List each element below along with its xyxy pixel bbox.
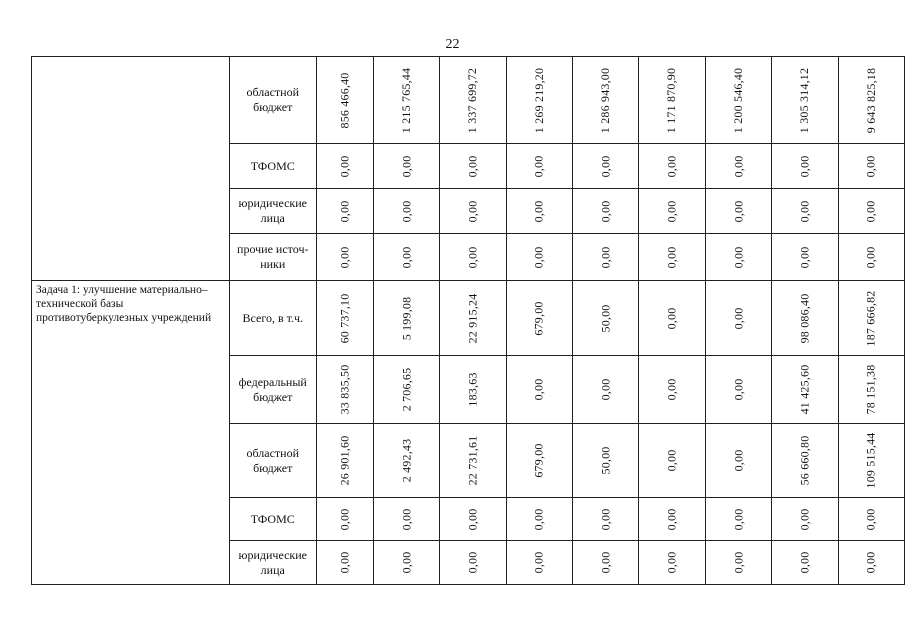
value-cell: 0,00	[572, 356, 638, 424]
value-cell: 0,00	[705, 144, 771, 189]
value-cell: 0,00	[838, 498, 904, 541]
value-cell: 0,00	[639, 189, 705, 234]
value-cell: 1 337 699,72	[440, 57, 506, 144]
value-cell: 0,00	[639, 541, 705, 585]
value-cell: 0,00	[572, 144, 638, 189]
value-cell: 0,00	[705, 498, 771, 541]
source-label: ТФОМС	[229, 498, 316, 541]
value-cell: 0,00	[772, 541, 838, 585]
value-cell: 0,00	[705, 541, 771, 585]
budget-table	[31, 56, 905, 585]
value-cell: 0,00	[316, 234, 373, 281]
value-cell: 60 737,10	[316, 281, 373, 356]
source-label: федеральный бюджет	[229, 356, 316, 424]
value-cell: 0,00	[705, 356, 771, 424]
value-cell: 0,00	[838, 234, 904, 281]
source-label: юридические лица	[229, 541, 316, 585]
value-cell: 0,00	[772, 144, 838, 189]
value-cell: 0,00	[639, 144, 705, 189]
value-cell: 50,00	[572, 424, 638, 498]
value-cell: 22 731,61	[440, 424, 506, 498]
value-cell: 183,63	[440, 356, 506, 424]
value-cell: 50,00	[572, 281, 638, 356]
value-cell: 0,00	[316, 541, 373, 585]
value-cell: 0,00	[639, 234, 705, 281]
value-cell: 0,00	[838, 144, 904, 189]
value-cell: 0,00	[440, 189, 506, 234]
previous-task-cell	[32, 57, 230, 281]
source-label: прочие источ-ники	[229, 234, 316, 281]
value-cell: 0,00	[440, 498, 506, 541]
value-cell: 0,00	[506, 144, 572, 189]
value-cell: 56 660,80	[772, 424, 838, 498]
source-label: Всего, в т.ч.	[229, 281, 316, 356]
value-cell: 0,00	[373, 541, 439, 585]
value-cell: 1 286 943,00	[572, 57, 638, 144]
value-cell: 0,00	[772, 189, 838, 234]
value-cell: 0,00	[506, 541, 572, 585]
value-cell: 0,00	[572, 234, 638, 281]
budget-table-body	[32, 57, 905, 585]
value-cell: 1 200 546,40	[705, 57, 771, 144]
value-cell: 0,00	[572, 498, 638, 541]
value-cell: 0,00	[705, 189, 771, 234]
value-cell: 0,00	[506, 189, 572, 234]
value-cell: 0,00	[440, 234, 506, 281]
value-cell: 0,00	[373, 498, 439, 541]
value-cell: 0,00	[705, 281, 771, 356]
value-cell: 1 269 219,20	[506, 57, 572, 144]
value-cell: 22 915,24	[440, 281, 506, 356]
value-cell: 0,00	[772, 498, 838, 541]
value-cell: 78 151,38	[838, 356, 904, 424]
value-cell: 2 492,43	[373, 424, 439, 498]
source-label: юридические лица	[229, 189, 316, 234]
value-cell: 0,00	[506, 356, 572, 424]
source-label: ТФОМС	[229, 144, 316, 189]
value-cell: 187 666,82	[838, 281, 904, 356]
value-cell: 0,00	[639, 498, 705, 541]
value-cell: 98 086,40	[772, 281, 838, 356]
value-cell: 0,00	[572, 189, 638, 234]
value-cell: 679,00	[506, 281, 572, 356]
value-cell: 0,00	[772, 234, 838, 281]
source-label: областной бюджет	[229, 424, 316, 498]
table-row	[32, 57, 905, 144]
value-cell: 9 643 825,18	[838, 57, 904, 144]
value-cell: 0,00	[506, 498, 572, 541]
source-label: областной бюджет	[229, 57, 316, 144]
value-cell: 0,00	[639, 424, 705, 498]
value-cell: 109 515,44	[838, 424, 904, 498]
value-cell: 0,00	[639, 281, 705, 356]
task-label: Задача 1: улучшение материально–технической базы противотуберкулезных учреждений	[32, 281, 230, 585]
value-cell: 41 425,60	[772, 356, 838, 424]
value-cell: 5 199,08	[373, 281, 439, 356]
value-cell: 0,00	[639, 356, 705, 424]
value-cell: 0,00	[838, 541, 904, 585]
value-cell: 0,00	[373, 144, 439, 189]
value-cell: 856 466,40	[316, 57, 373, 144]
value-cell: 1 305 314,12	[772, 57, 838, 144]
value-cell: 0,00	[572, 541, 638, 585]
value-cell: 0,00	[838, 189, 904, 234]
value-cell: 1 171 870,90	[639, 57, 705, 144]
value-cell: 679,00	[506, 424, 572, 498]
value-cell: 33 835,50	[316, 356, 373, 424]
value-cell: 0,00	[316, 498, 373, 541]
value-cell: 0,00	[506, 234, 572, 281]
value-cell: 0,00	[373, 234, 439, 281]
value-cell: 1 215 765,44	[373, 57, 439, 144]
value-cell: 0,00	[440, 541, 506, 585]
value-cell: 0,00	[440, 144, 506, 189]
value-cell: 2 706,65	[373, 356, 439, 424]
value-cell: 0,00	[316, 189, 373, 234]
value-cell: 26 901,60	[316, 424, 373, 498]
value-cell: 0,00	[705, 424, 771, 498]
value-cell: 0,00	[705, 234, 771, 281]
table-row	[32, 281, 905, 356]
value-cell: 0,00	[316, 144, 373, 189]
page-number: 22	[445, 37, 460, 52]
value-cell: 0,00	[373, 189, 439, 234]
